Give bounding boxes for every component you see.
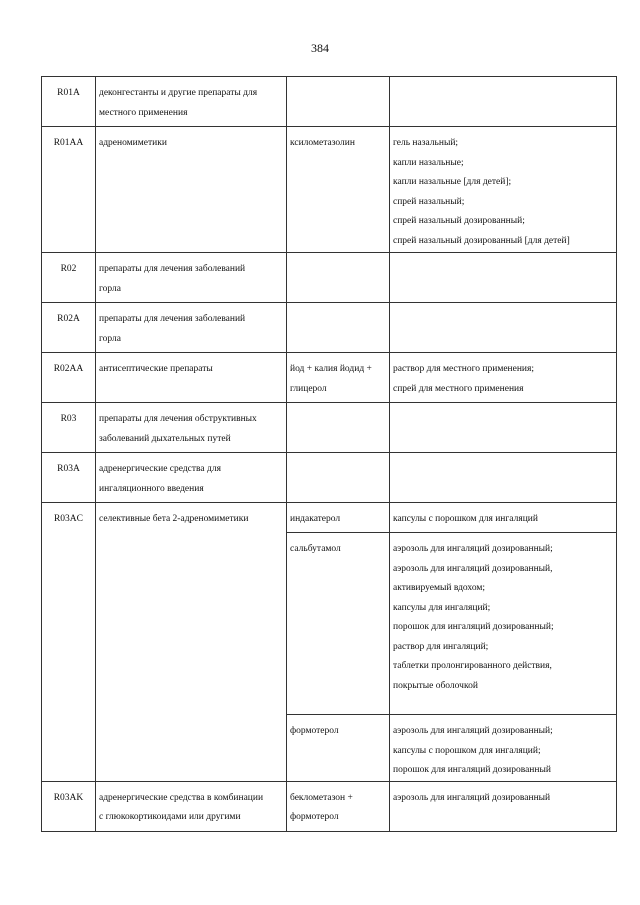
dosage-forms-cell-line: спрей назальный дозированный [для детей] [393,235,570,246]
dosage-forms-cell-line: капли назальные; [393,157,464,168]
atc-code-cell: R03 [42,403,96,453]
group-cell-line: деконгестанты и другие препараты для [99,88,258,98]
drug-table [41,76,617,832]
drug-name-cell [287,715,390,782]
dosage-forms-cell [390,453,617,503]
group-cell [96,127,287,253]
group-cell-line: препараты для лечения заболеваний [99,264,246,274]
group-cell-line: горла [99,283,121,294]
atc-code-cell: R01AA [42,127,96,253]
dosage-forms-cell [390,77,617,127]
dosage-forms-cell-line: спрей назальный; [393,196,465,207]
table-row [42,403,617,453]
atc-code-cell: R01A [42,77,96,127]
dosage-forms-cell-line: спрей назальный дозированный; [393,216,525,226]
dosage-forms-cell-line: аэрозоль для ингаляций дозированный, [393,563,553,574]
atc-code-cell: R03AK [42,781,96,831]
dosage-forms-cell-line: порошок для ингаляций дозированный [393,765,551,775]
atc-code-cell: R02AA [42,353,96,403]
drug-name-cell [287,533,390,715]
group-cell [96,353,287,403]
group-cell-line: адренергические средства для [99,464,221,474]
group-cell-line: местного применения [99,107,188,118]
atc-code-cell: R02 [42,253,96,303]
group-cell [96,303,287,353]
group-cell-line: препараты для лечения обструктивных [99,414,257,424]
atc-code-cell: R03AC [42,503,96,782]
table-row [42,353,617,403]
table-row [42,503,617,533]
group-cell-line: с глюкокортикоидами или другими [99,812,241,822]
table-row [42,303,617,353]
table-body [42,77,617,832]
dosage-forms-cell-line: активируемый вдохом; [393,583,486,593]
dosage-forms-cell-line: аэрозоль для ингаляций дозированный; [393,726,553,736]
drug-name-cell-line: формотерол [290,812,339,822]
group-cell-line: адреномиметики [99,138,167,148]
group-cell [96,77,287,127]
dosage-forms-cell [390,303,617,353]
group-cell-line: селективные бета 2-адреномиметики [99,514,249,524]
drug-name-cell-line: беклометазон + [290,792,353,803]
drug-name-cell [287,303,390,353]
group-cell-line: ингаляционного введения [99,483,204,494]
dosage-forms-cell-line: капсулы с порошком для ингаляций; [393,745,541,756]
dosage-forms-cell-line: таблетки пролонгированного действия, [393,661,552,671]
group-cell-line: препараты для лечения заболеваний [99,314,246,324]
dosage-forms-cell-line: капли назальные [для детей]; [393,177,512,187]
group-cell-line: антисептические препараты [99,364,213,374]
group-cell-line: адренергические средства в комбинации [99,792,264,803]
dosage-forms-cell [390,353,617,403]
group-cell-line: заболеваний дыхательных путей [99,433,231,444]
table-row [42,77,617,127]
table-row [42,127,617,253]
drug-name-cell [287,77,390,127]
dosage-forms-cell-line: гель назальный; [393,138,459,148]
dosage-forms-cell [390,127,617,253]
group-cell [96,453,287,503]
drug-name-cell-line: сальбутамол [290,544,341,554]
table-row [42,453,617,503]
dosage-forms-cell-line: порошок для ингаляций дозированный; [393,622,554,632]
dosage-forms-cell-line: раствор для ингаляций; [393,641,489,652]
drug-name-cell [287,127,390,253]
dosage-forms-cell-line: аэрозоль для ингаляций дозированный [393,792,551,803]
dosage-forms-cell-line: аэрозоль для ингаляций дозированный; [393,544,553,554]
group-cell [96,503,287,782]
dosage-forms-cell [390,533,617,715]
drug-name-cell-line: ксилометазолин [290,138,355,148]
drug-name-cell-line: йод + калия йодид + [290,364,372,374]
group-cell [96,253,287,303]
dosage-forms-cell-line: покрытые оболочкой [393,680,478,691]
atc-code-cell: R03A [42,453,96,503]
table-row [42,781,617,831]
table-row [42,253,617,303]
drug-name-cell-line: формотерол [290,726,339,736]
drug-name-cell [287,503,390,533]
dosage-forms-cell-line: капсулы с порошком для ингаляций [393,514,538,524]
drug-name-cell [287,253,390,303]
group-cell [96,403,287,453]
dosage-forms-cell [390,781,617,831]
group-cell [96,781,287,831]
dosage-forms-cell [390,253,617,303]
page-number: 384 [311,41,329,55]
drug-name-cell [287,403,390,453]
atc-code-cell: R02A [42,303,96,353]
drug-name-cell [287,781,390,831]
dosage-forms-cell [390,503,617,533]
drug-name-cell-line: глицерол [290,383,327,394]
group-cell-line: горла [99,333,121,344]
dosage-forms-cell-line: раствор для местного применения; [393,364,535,374]
dosage-forms-cell [390,715,617,782]
drug-name-cell [287,453,390,503]
dosage-forms-cell-line: спрей для местного применения [393,383,524,394]
drug-name-cell [287,353,390,403]
dosage-forms-cell-line: капсулы для ингаляций; [393,602,491,613]
dosage-forms-cell [390,403,617,453]
drug-name-cell-line: индакатерол [290,514,341,524]
